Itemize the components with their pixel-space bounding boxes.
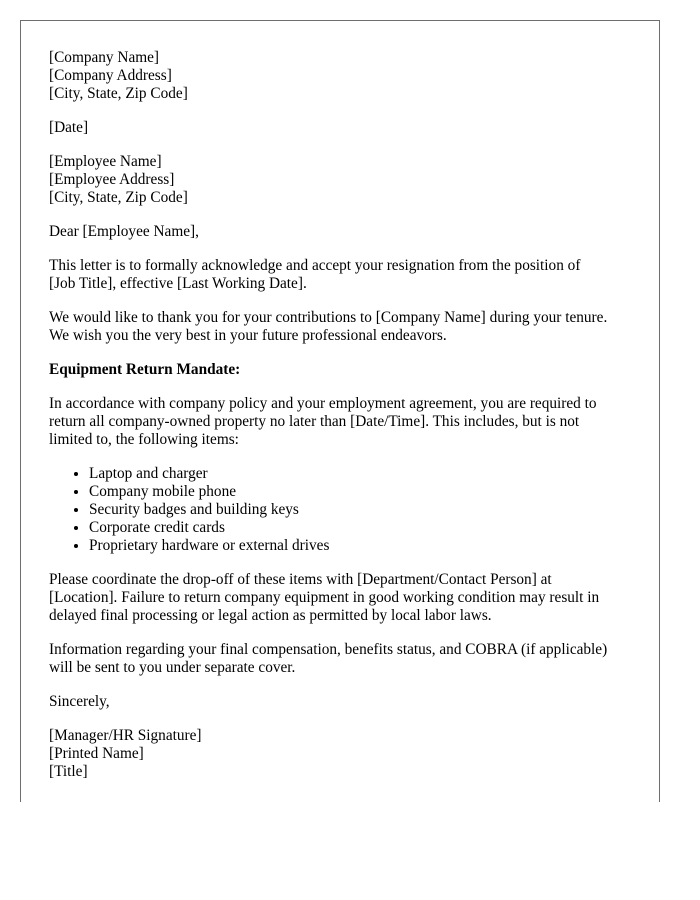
signer-title: [Title]	[49, 763, 88, 780]
thanks-line-2: We wish you the very best in your future professional endeavors.	[49, 327, 447, 344]
dropoff-line-2: [Location]. Failure to return company equipment in good working condition may result in	[49, 589, 600, 606]
salutation: Dear [Employee Name],	[49, 223, 199, 240]
recipient-address-block	[49, 153, 641, 207]
equipment-list-item: • Company mobile phone	[89, 483, 641, 501]
thanks-paragraph	[49, 309, 641, 345]
letter-date: [Date]	[49, 119, 89, 136]
sender-company-address: [Company Address]	[49, 67, 172, 84]
closing: Sincerely,	[49, 693, 110, 710]
acknowledge-line-1: This letter is to formally acknowledge and accept your resignation from the position of	[49, 257, 581, 274]
acknowledge-line-2: [Job Title], effective [Last Working Date].	[49, 275, 307, 292]
compensation-line-1: Information regarding your final compensation, benefits status, and COBRA (if applicable)	[49, 641, 608, 658]
letter-body	[49, 49, 641, 797]
sender-company-name: [Company Name]	[49, 49, 160, 66]
dropoff-line-3: delayed final processing or legal action as permitted by local labor laws.	[49, 607, 492, 624]
policy-paragraph	[49, 395, 641, 449]
policy-line-1: In accordance with company policy and your employment agreement, you are required to	[49, 395, 597, 412]
policy-line-2: return all company-owned property no later than [Date/Time]. This includes, but is not	[49, 413, 580, 430]
equipment-list-item: • Laptop and charger	[89, 465, 641, 483]
recipient-address: [Employee Address]	[49, 171, 175, 188]
date-block	[49, 119, 641, 137]
recipient-name: [Employee Name]	[49, 153, 162, 170]
sender-address-block	[49, 49, 641, 103]
printed-name: [Printed Name]	[49, 745, 144, 762]
equipment-list	[49, 465, 641, 555]
policy-line-3: limited to, the following items:	[49, 431, 239, 448]
dropoff-line-1: Please coordinate the drop-off of these items with [Department/Contact Person] at	[49, 571, 552, 588]
equipment-list-item: • Proprietary hardware or external drives	[89, 537, 641, 555]
acknowledge-paragraph	[49, 257, 641, 293]
sender-city-state-zip: [City, State, Zip Code]	[49, 85, 188, 102]
compensation-line-2: will be sent to you under separate cover.	[49, 659, 296, 676]
recipient-city-state-zip: [City, State, Zip Code]	[49, 189, 188, 206]
equipment-return-heading: Equipment Return Mandate:	[49, 361, 241, 378]
thanks-line-1: We would like to thank you for your contributions to [Company Name] during your tenure.	[49, 309, 608, 326]
equipment-list-item: • Corporate credit cards	[89, 519, 641, 537]
letter-page	[20, 20, 660, 802]
signature-block	[49, 727, 641, 781]
dropoff-paragraph	[49, 571, 641, 625]
compensation-paragraph	[49, 641, 641, 677]
equipment-list-item: • Security badges and building keys	[89, 501, 641, 519]
signature-line: [Manager/HR Signature]	[49, 727, 202, 744]
